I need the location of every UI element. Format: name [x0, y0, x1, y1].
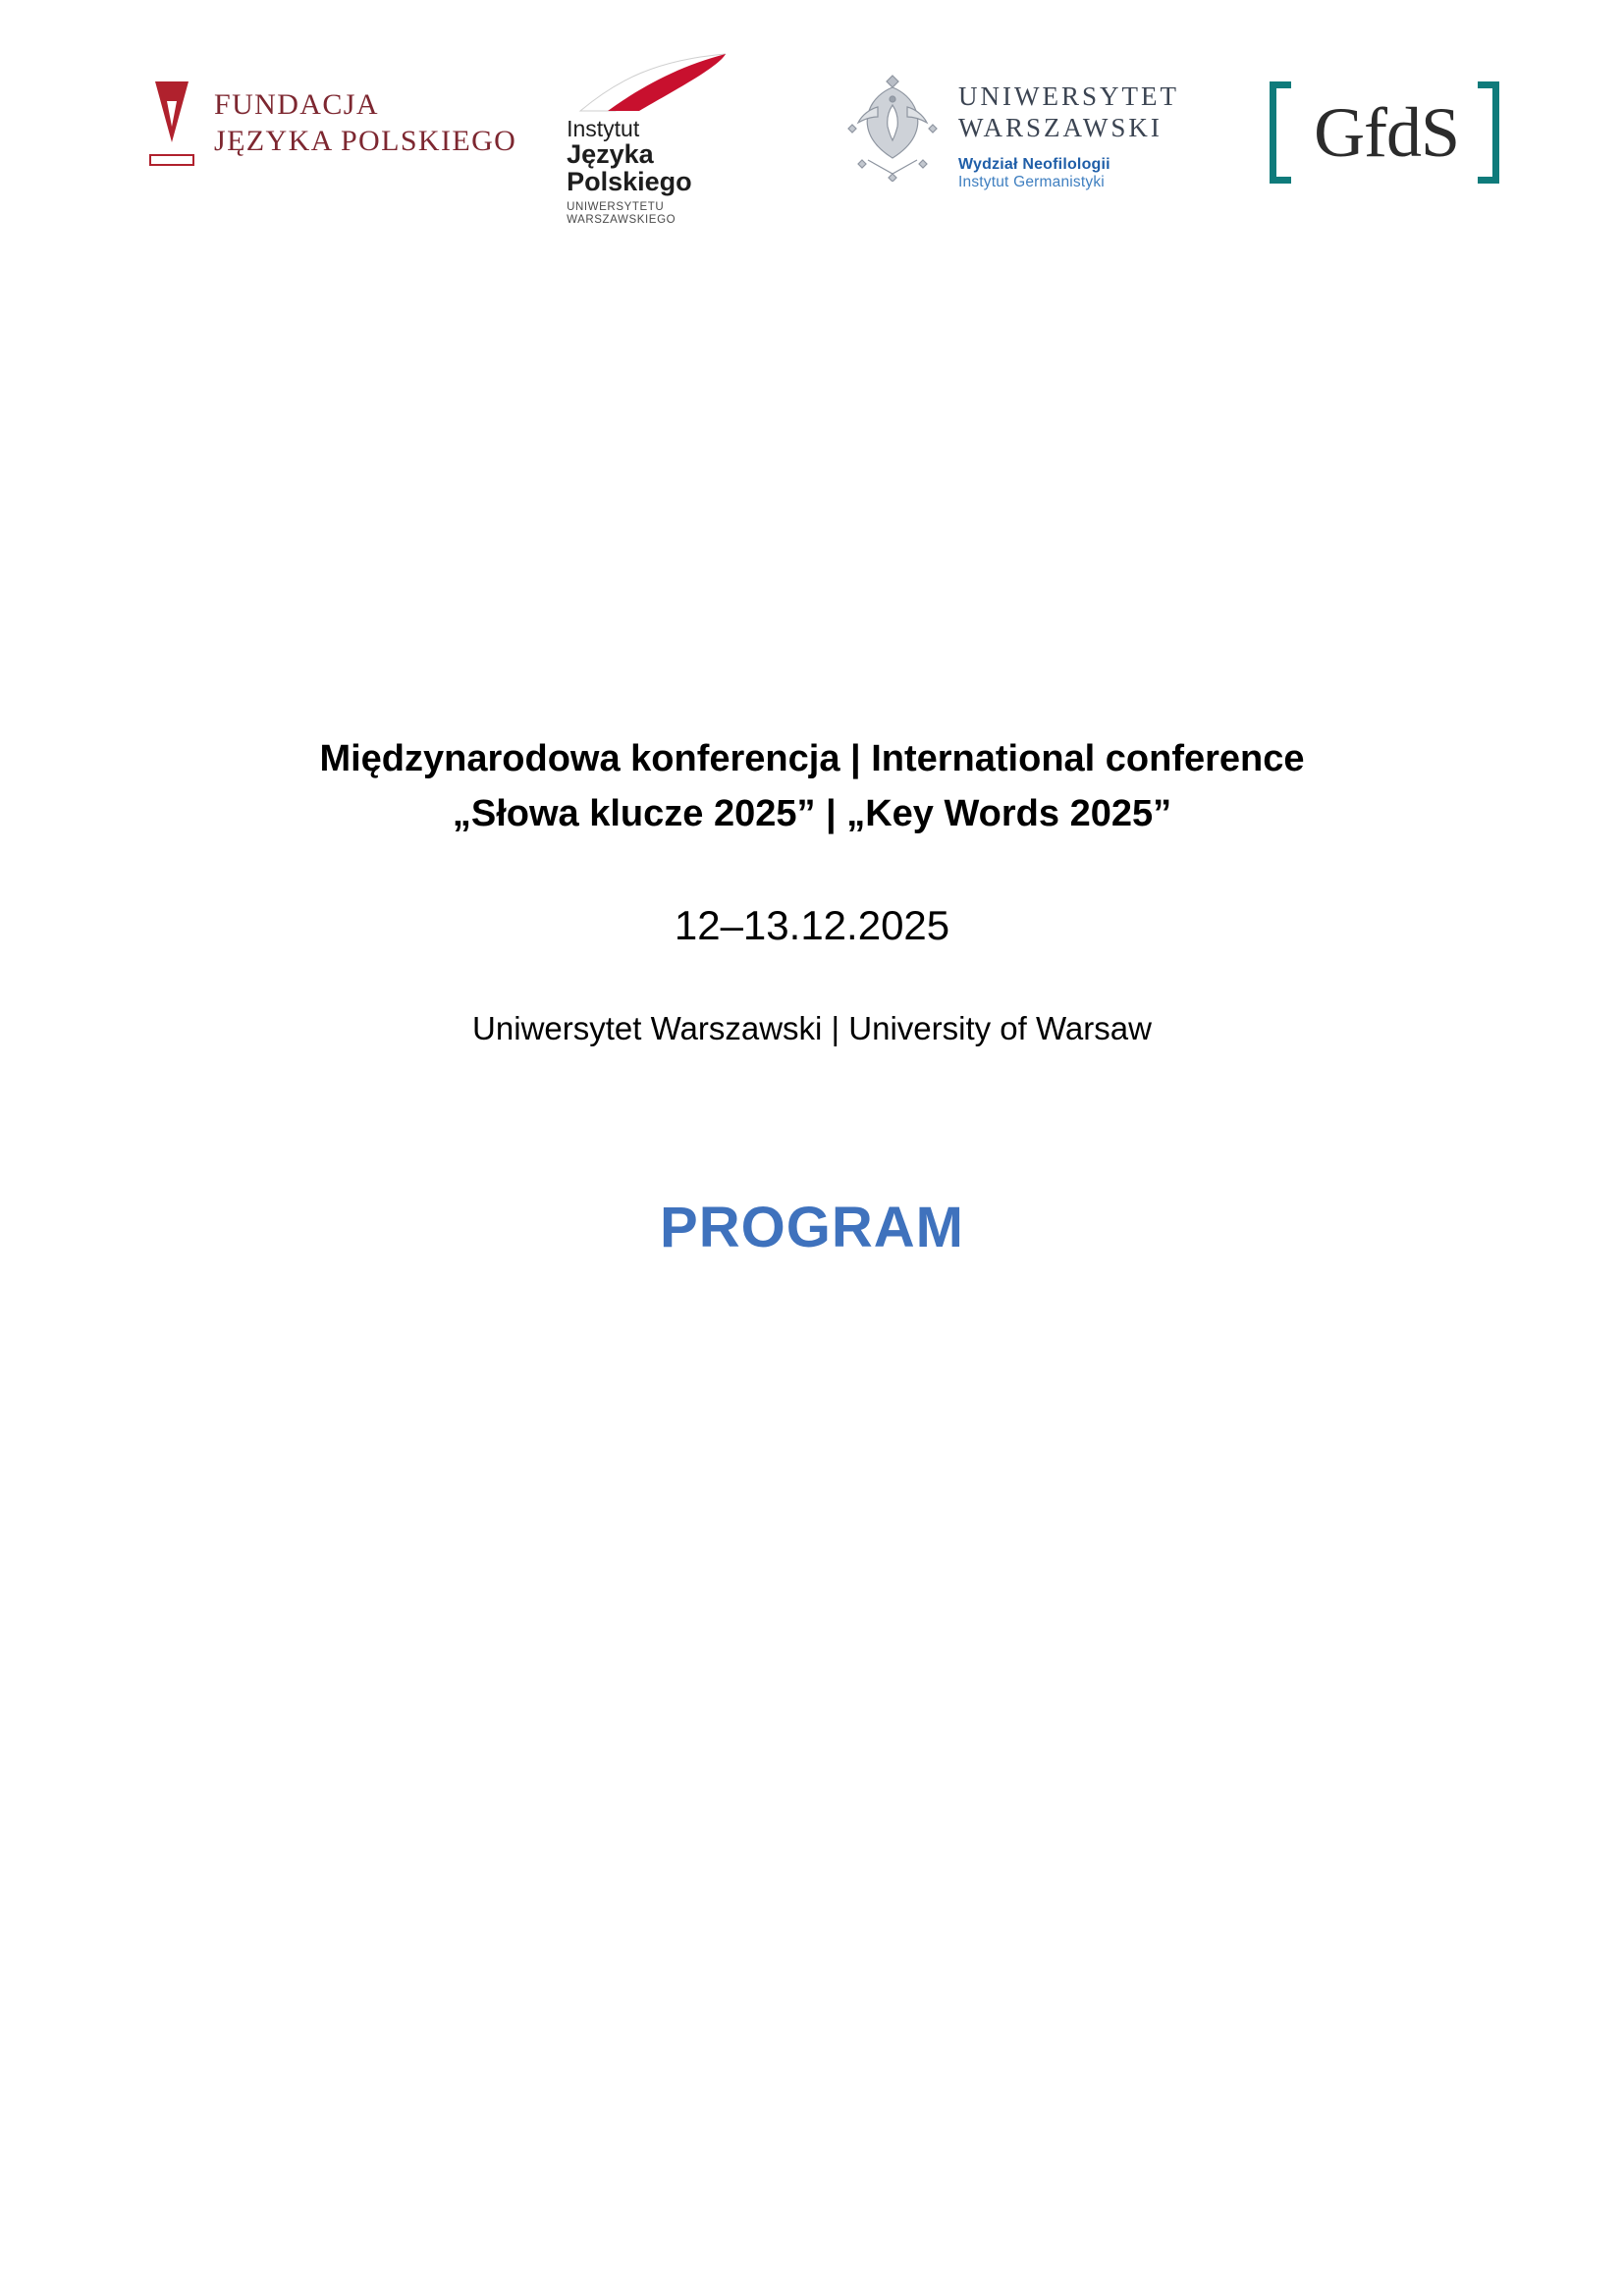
conference-title-line1: Międzynarodowa konferencja | International conference — [319, 738, 1305, 779]
logo-ijp-sub1: UNIWERSYTETU — [567, 200, 665, 213]
logo-fundacja-jezyka-polskiego — [145, 81, 517, 166]
logo-fjp-text — [214, 87, 516, 159]
bracket-left-icon — [1270, 81, 1291, 184]
logo-gfds-word: GfdS — [1314, 93, 1460, 172]
logo-uw-text — [958, 66, 1179, 191]
title-block — [0, 731, 1624, 1260]
logo-uw-sub2: Instytut Germanistyki — [958, 173, 1105, 190]
conference-date: 12–13.12.2025 — [674, 902, 950, 949]
logo-fjp-line1: FUNDACJA — [214, 88, 379, 122]
logo-gfds — [1270, 81, 1502, 189]
conference-venue: Uniwersytet Warszawski | University of Warsaw — [472, 1010, 1152, 1047]
polish-flag-swoosh-icon — [578, 52, 745, 113]
logo-ijp-sub2: WARSZAWSKIEGO — [567, 214, 677, 227]
logo-ijp-line2: Języka — [567, 139, 654, 170]
logo-uniwersytet-warszawski — [839, 66, 1211, 191]
logo-uw-line1: UNIWERSYTET — [958, 81, 1179, 111]
logo-uw-sub1: Wydział Neofilologii — [958, 155, 1110, 173]
bracket-right-icon — [1478, 81, 1499, 184]
logo-ijp-text — [567, 117, 692, 227]
uw-eagle-crest-icon — [839, 66, 947, 182]
program-heading: PROGRAM — [660, 1196, 964, 1260]
logo-fjp-line2: JĘZYKA POLSKIEGO — [214, 125, 517, 157]
logo-uw-line2: WARSZAWSKI — [958, 112, 1163, 142]
logo-ijp-line3: Polskiego — [567, 167, 692, 197]
logo-ijp-line1: Instytut — [567, 116, 640, 141]
pen-nib-icon — [145, 81, 198, 166]
logo-bar — [128, 54, 1502, 231]
conference-title-line2: „Słowa klucze 2025” | „Key Words 2025” — [452, 793, 1172, 835]
